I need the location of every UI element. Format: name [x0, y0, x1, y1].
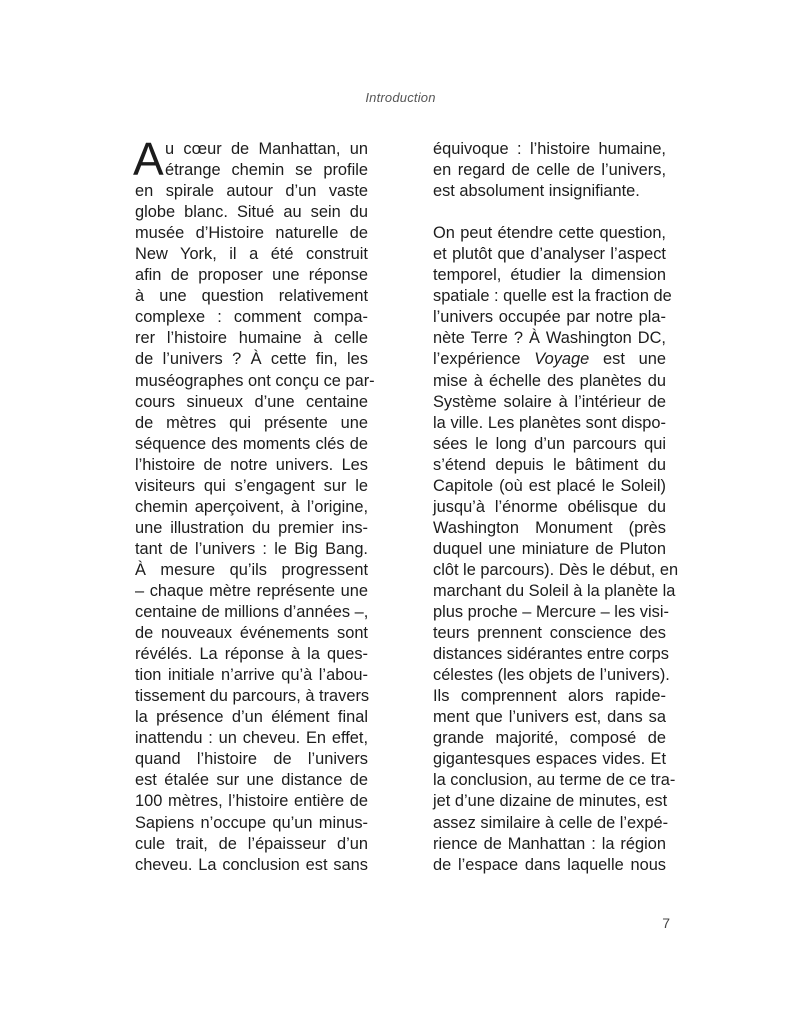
text-line: teurs prennent conscience des [433, 624, 666, 643]
text-line: l’univers occupée par notre pla- [433, 308, 666, 327]
text-line: mise à échelle des planètes du [433, 371, 666, 390]
text-line: gigantesques espaces vides. Et [433, 750, 666, 769]
text-line: complexe : comment compa- [135, 308, 368, 327]
text-line: et plutôt que d’analyser l’aspect [433, 245, 666, 264]
text-line: 100 mètres, l’histoire entière de [135, 792, 368, 811]
text-line: la présence d’un élément final [135, 708, 368, 727]
paragraph-break [433, 202, 666, 223]
text-line-content: u cœur de Manhattan, un [165, 140, 368, 158]
text-line: équivoque : l’histoire humaine, [433, 140, 666, 158]
drop-cap: A [133, 133, 164, 185]
text-line: afin de proposer une réponse [135, 266, 368, 285]
text-line: jusqu’à l’énorme obélisque du [433, 497, 666, 516]
text-line: célestes (les objets de l’univers). [433, 666, 670, 685]
text-line: grande majorité, composé de [433, 729, 666, 748]
text-line: inattendu : un cheveu. En effet, [135, 729, 368, 748]
text-line: tion initiale n’arrive qu’à l’abou- [135, 666, 368, 685]
text-line: est étalée sur une distance de [135, 771, 368, 790]
text-line: est absolument insignifiante. [433, 182, 640, 201]
text-line: Ils comprennent alors rapide- [433, 687, 666, 706]
text-line: distances sidérantes entre corps [433, 645, 669, 664]
text-segment: est une [603, 350, 666, 369]
text-line: tissement du parcours, à travers [135, 687, 370, 706]
text-line: à une question relativement [135, 287, 368, 306]
text-line: spatiale : quelle est la fraction de [433, 287, 672, 306]
text-line: cule trait, de l’épaisseur d’un [135, 834, 368, 853]
text-line: sées le long d’un parcours qui [433, 434, 666, 453]
text-line: duquel une miniature de Pluton [433, 539, 666, 558]
text-line: New York, il a été construit [135, 245, 368, 264]
text-line: clôt le parcours). Dès le début, en [433, 560, 679, 579]
running-header: Introduction [365, 90, 436, 105]
text-line: de mètres qui présente une [135, 413, 368, 432]
text-line: cours sinueux d’une centaine [135, 392, 368, 411]
text-line: ment que l’univers est, dans sa [433, 708, 666, 727]
text-line: l’histoire de notre univers. Les [135, 455, 368, 474]
right-column [433, 139, 679, 876]
text-line: chemin aperçoivent, à l’origine, [135, 497, 368, 516]
text-line: s’étend depuis le bâtiment du [433, 455, 666, 474]
text-line: plus proche – Mercure – les visi- [433, 603, 669, 622]
text-line: muséographes ont conçu ce par- [135, 371, 375, 390]
text-line: Sapiens n’occupe qu’un minus- [135, 813, 368, 832]
text-line: nète Terre ? À Washington DC, [433, 329, 666, 348]
text-line: jet d’une dizaine de minutes, est [433, 792, 668, 811]
text-line: la conclusion, au terme de ce tra- [433, 771, 676, 790]
text-line: assez similaire à celle de l’expé- [433, 813, 669, 832]
page-number: 7 [662, 915, 670, 931]
text-line: Washington Monument (près [433, 518, 666, 537]
text-line: rience de Manhattan : la région [433, 834, 666, 853]
text-line: On peut étendre cette question, [433, 224, 666, 243]
text-line: quand l’histoire de l’univers [135, 750, 368, 769]
text-line: visiteurs qui s’engagent sur le [135, 476, 368, 495]
text-line: marchant du Soleil à la planète la [433, 581, 676, 600]
text-line: séquence des moments clés de [135, 434, 368, 453]
text-line: révélés. La réponse à la ques- [135, 645, 368, 664]
text-line: en spirale autour d’un vaste [135, 182, 368, 201]
text-line: de nouveaux événements sont [135, 624, 368, 643]
text-line: cheveu. La conclusion est sans [135, 855, 368, 874]
text-line: tant de l’univers : le Big Bang. [135, 539, 368, 558]
text-line: À mesure qu’ils progressent [135, 560, 368, 579]
text-line: globe blanc. Situé au sein du [135, 203, 368, 222]
text-line: la ville. Les planètes sont dispo- [433, 413, 666, 432]
text-line: Système solaire à l’intérieur de [433, 392, 666, 411]
text-line [433, 349, 666, 370]
text-line: de l’espace dans laquelle nous [433, 855, 666, 874]
text-line: Capitole (où est placé le Soleil) [433, 476, 666, 495]
text-line: centaine de millions d’années –, [135, 603, 369, 622]
text-line: musée d’Histoire naturelle de [135, 224, 368, 243]
text-line: temporel, étudier la dimension [433, 266, 666, 285]
text-line: – chaque mètre représente une [135, 581, 368, 600]
text-line: de l’univers ? À cette fin, les [135, 350, 368, 369]
italic-title: Voyage [534, 350, 590, 369]
left-column [133, 133, 375, 876]
text-line: une illustration du premier ins- [135, 518, 368, 537]
text-line: en regard de celle de l’univers, [433, 161, 666, 180]
text-segment: l’expérience [433, 350, 521, 369]
text-line: étrange chemin se profile [165, 161, 368, 180]
text-line: rer l’histoire humaine à celle [135, 329, 368, 348]
